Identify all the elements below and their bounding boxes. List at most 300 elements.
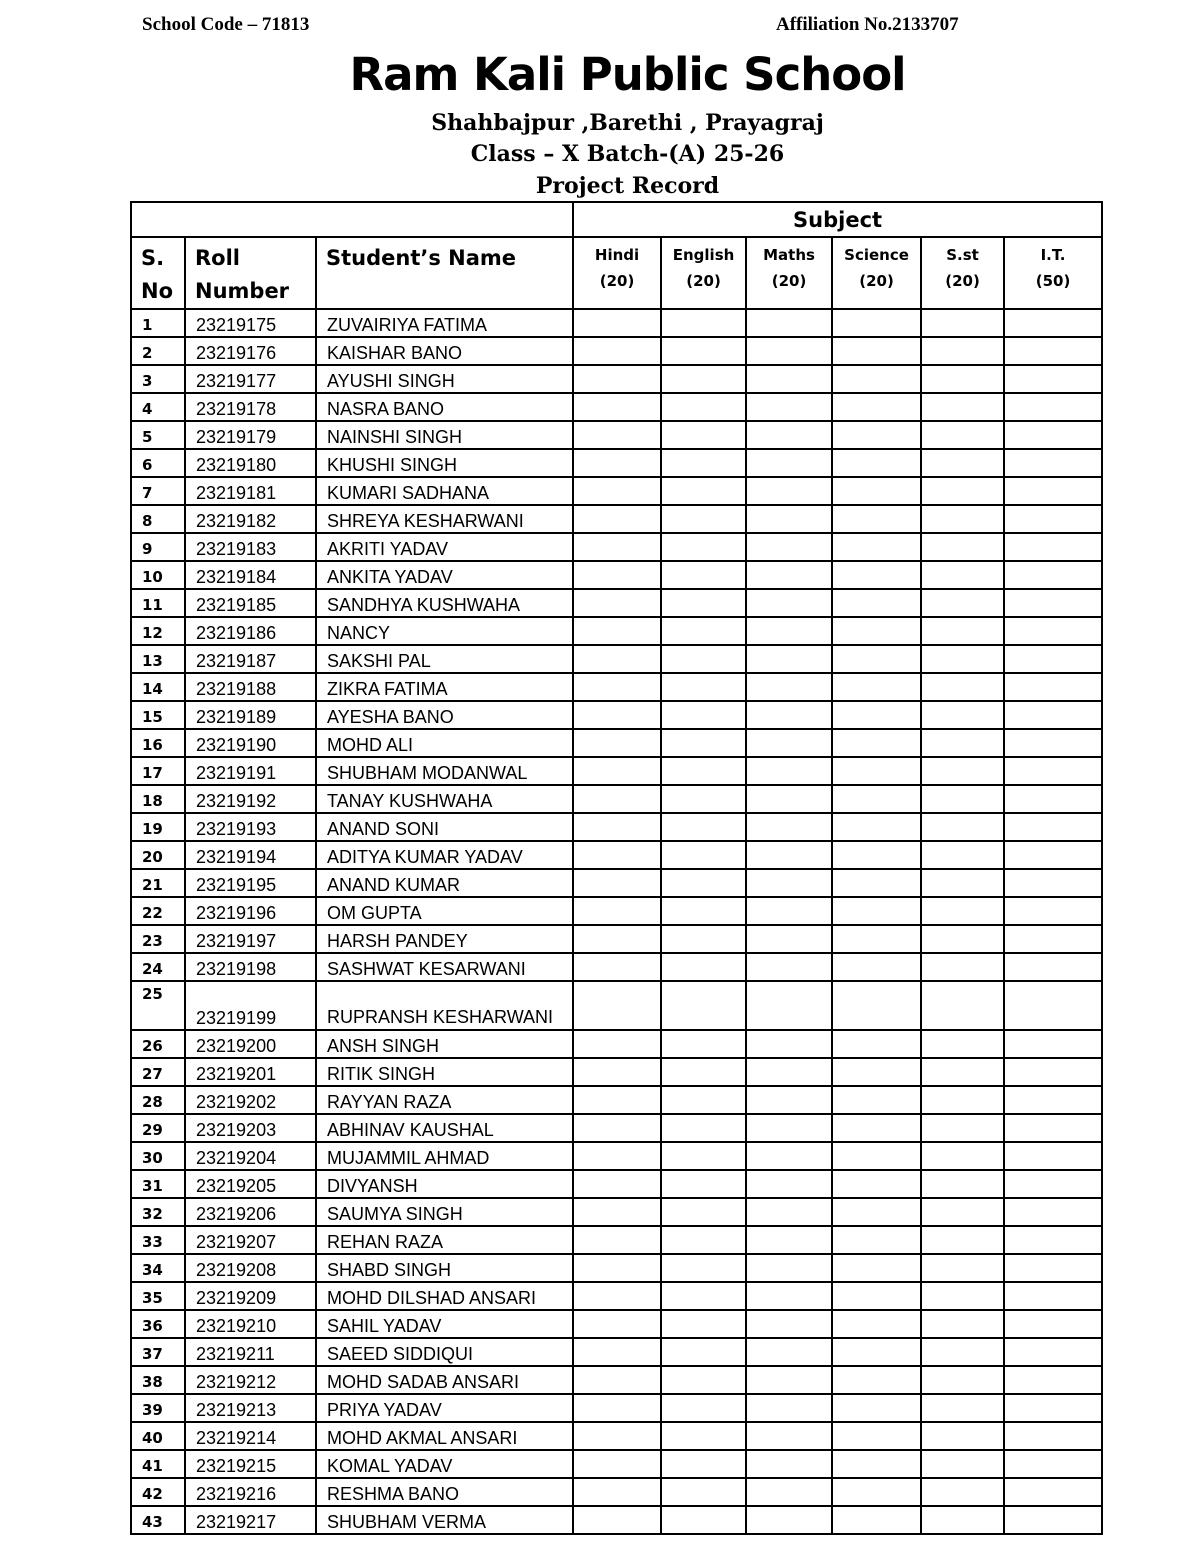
student-name-cell: KHUSHI SINGH (316, 449, 573, 477)
marks-cell (1004, 505, 1102, 533)
marks-cell (573, 449, 661, 477)
table-row (131, 1506, 1102, 1534)
marks-cell (921, 505, 1004, 533)
marks-cell (921, 589, 1004, 617)
marks-cell (921, 1142, 1004, 1170)
table-row (131, 673, 1102, 701)
marks-cell (746, 561, 832, 589)
marks-cell (573, 337, 661, 365)
marks-cell (661, 337, 746, 365)
student-name-cell: MOHD DILSHAD ANSARI (316, 1282, 573, 1310)
marks-cell (832, 617, 921, 645)
table-row (131, 1226, 1102, 1254)
marks-cell (1004, 561, 1102, 589)
marks-cell (661, 1450, 746, 1478)
roll-number-cell: 23219214 (185, 1422, 316, 1450)
marks-cell (661, 1086, 746, 1114)
serial-number-cell: 17 (131, 757, 185, 785)
subject-marks: (50) (1035, 272, 1071, 290)
student-name-cell: RITIK SINGH (316, 1058, 573, 1086)
marks-cell (921, 1338, 1004, 1366)
roll-number-cell: 23219175 (185, 309, 316, 337)
marks-cell (573, 477, 661, 505)
column-header-row (131, 237, 1102, 309)
marks-cell (746, 1058, 832, 1086)
marks-cell (573, 1058, 661, 1086)
marks-cell (661, 1310, 746, 1338)
student-name-cell: ZIKRA FATIMA (316, 673, 573, 701)
marks-cell (746, 393, 832, 421)
marks-cell (746, 337, 832, 365)
table-row (131, 897, 1102, 925)
serial-number-cell: 31 (131, 1170, 185, 1198)
marks-cell (573, 1422, 661, 1450)
marks-cell (573, 1142, 661, 1170)
student-name-cell: SHUBHAM MODANWAL (316, 757, 573, 785)
subject-marks: (20) (599, 272, 635, 290)
roll-number-cell: 23219211 (185, 1338, 316, 1366)
school-address: Shahbajpur ,Barethi , Prayagraj (431, 110, 824, 136)
marks-cell (832, 1338, 921, 1366)
marks-cell (746, 617, 832, 645)
table-row (131, 1422, 1102, 1450)
marks-cell (921, 1450, 1004, 1478)
roll-number-cell: 23219203 (185, 1114, 316, 1142)
marks-cell (661, 1030, 746, 1058)
marks-cell (746, 1254, 832, 1282)
marks-cell (921, 1114, 1004, 1142)
marks-cell (1004, 1142, 1102, 1170)
marks-cell (746, 953, 832, 981)
marks-cell (832, 645, 921, 673)
marks-cell (573, 981, 661, 1030)
class-batch: Class – X Batch-(A) 25-26 (470, 141, 785, 167)
marks-cell (661, 673, 746, 701)
student-name-cell: ADITYA KUMAR YADAV (316, 841, 573, 869)
marks-cell (746, 309, 832, 337)
marks-cell (1004, 785, 1102, 813)
table-row (131, 393, 1102, 421)
student-name-cell: KAISHAR BANO (316, 337, 573, 365)
marks-cell (573, 1366, 661, 1394)
marks-cell (746, 841, 832, 869)
roll-number-header: Roll Number (185, 237, 316, 309)
roll-number-cell: 23219178 (185, 393, 316, 421)
marks-cell (832, 449, 921, 477)
marks-cell (921, 1422, 1004, 1450)
marks-cell (661, 1226, 746, 1254)
marks-cell (661, 645, 746, 673)
serial-number-cell: 41 (131, 1450, 185, 1478)
roll-number-cell: 23219217 (185, 1506, 316, 1534)
serial-number-cell: 42 (131, 1478, 185, 1506)
table-row (131, 1394, 1102, 1422)
serial-number-cell: 16 (131, 729, 185, 757)
marks-cell (573, 1198, 661, 1226)
marks-cell (573, 1450, 661, 1478)
marks-cell (1004, 1478, 1102, 1506)
marks-cell (573, 309, 661, 337)
marks-cell (661, 785, 746, 813)
marks-cell (661, 925, 746, 953)
marks-cell (1004, 701, 1102, 729)
blank-header-cell (131, 202, 573, 237)
serial-number-cell: 27 (131, 1058, 185, 1086)
marks-cell (1004, 1310, 1102, 1338)
marks-cell (1004, 1198, 1102, 1226)
table-row (131, 701, 1102, 729)
marks-cell (661, 897, 746, 925)
marks-cell (832, 1366, 921, 1394)
marks-cell (921, 1058, 1004, 1086)
table-row (131, 533, 1102, 561)
table-row (131, 421, 1102, 449)
marks-cell (921, 421, 1004, 449)
marks-cell (661, 1114, 746, 1142)
subject-marks: (20) (771, 272, 807, 290)
marks-cell (661, 953, 746, 981)
marks-cell (661, 1394, 746, 1422)
marks-cell (1004, 897, 1102, 925)
serial-number-cell: 1 (131, 309, 185, 337)
marks-cell (661, 869, 746, 897)
affiliation-number: Affiliation No.2133707 (776, 14, 959, 35)
marks-cell (573, 869, 661, 897)
serial-number-cell: 33 (131, 1226, 185, 1254)
marks-cell (746, 925, 832, 953)
roll-number-cell: 23219201 (185, 1058, 316, 1086)
roll-number-cell: 23219189 (185, 701, 316, 729)
serial-number-cell: 40 (131, 1422, 185, 1450)
marks-cell (746, 701, 832, 729)
table-row (131, 1338, 1102, 1366)
marks-cell (1004, 869, 1102, 897)
marks-cell (1004, 617, 1102, 645)
marks-cell (832, 1170, 921, 1198)
record-title: Project Record (535, 173, 720, 199)
marks-cell (832, 421, 921, 449)
table-row (131, 505, 1102, 533)
marks-cell (573, 365, 661, 393)
marks-cell (661, 561, 746, 589)
marks-cell (921, 785, 1004, 813)
marks-cell (746, 673, 832, 701)
marks-cell (573, 393, 661, 421)
serial-number-cell: 6 (131, 449, 185, 477)
student-name-cell: SANDHYA KUSHWAHA (316, 589, 573, 617)
student-name-cell: SHREYA KESHARWANI (316, 505, 573, 533)
marks-cell (1004, 1506, 1102, 1534)
table-row (131, 1450, 1102, 1478)
roll-number-cell: 23219215 (185, 1450, 316, 1478)
marks-cell (921, 1198, 1004, 1226)
marks-cell (1004, 1254, 1102, 1282)
marks-cell (832, 337, 921, 365)
student-name-cell: NASRA BANO (316, 393, 573, 421)
roll-number-cell: 23219209 (185, 1282, 316, 1310)
marks-cell (661, 533, 746, 561)
roll-number-cell: 23219186 (185, 617, 316, 645)
marks-cell (921, 645, 1004, 673)
marks-cell (921, 869, 1004, 897)
marks-cell (746, 1198, 832, 1226)
serial-number-cell: 32 (131, 1198, 185, 1226)
marks-cell (573, 1170, 661, 1198)
roll-number-cell: 23219210 (185, 1310, 316, 1338)
serial-number-cell: 39 (131, 1394, 185, 1422)
student-name-cell: MOHD SADAB ANSARI (316, 1366, 573, 1394)
roll-number-cell: 23219192 (185, 785, 316, 813)
marks-cell (832, 757, 921, 785)
student-name-cell: ANAND KUMAR (316, 869, 573, 897)
subject-header-sst (921, 237, 1004, 309)
roll-number-cell: 23219204 (185, 1142, 316, 1170)
marks-cell (746, 729, 832, 757)
marks-cell (921, 1478, 1004, 1506)
marks-cell (921, 1310, 1004, 1338)
table-row (131, 645, 1102, 673)
roll-number-cell: 23219191 (185, 757, 316, 785)
student-name-cell: MOHD ALI (316, 729, 573, 757)
student-name-header: Student’s Name (316, 237, 573, 309)
student-name-cell: TANAY KUSHWAHA (316, 785, 573, 813)
serial-number-cell: 22 (131, 897, 185, 925)
marks-cell (661, 841, 746, 869)
subject-header-english (661, 237, 746, 309)
marks-cell (573, 1030, 661, 1058)
marks-cell (746, 757, 832, 785)
marks-cell (746, 981, 832, 1030)
subject-title: Subject (573, 202, 1102, 237)
roll-number-cell: 23219183 (185, 533, 316, 561)
serial-number-cell: 20 (131, 841, 185, 869)
roll-number-cell: 23219197 (185, 925, 316, 953)
student-name-cell: SHUBHAM VERMA (316, 1506, 573, 1534)
marks-cell (573, 953, 661, 981)
roll-number-cell: 23219185 (185, 589, 316, 617)
marks-cell (832, 1450, 921, 1478)
marks-cell (1004, 1030, 1102, 1058)
roll-number-cell: 23219187 (185, 645, 316, 673)
marks-cell (661, 477, 746, 505)
marks-cell (573, 1282, 661, 1310)
marks-cell (746, 1310, 832, 1338)
marks-cell (573, 925, 661, 953)
student-name-cell: DIVYANSH (316, 1170, 573, 1198)
marks-cell (921, 757, 1004, 785)
student-name-cell: KOMAL YADAV (316, 1450, 573, 1478)
marks-cell (921, 1506, 1004, 1534)
table-row (131, 589, 1102, 617)
serial-number-cell: 13 (131, 645, 185, 673)
serial-number-cell: 21 (131, 869, 185, 897)
student-name-cell: SASHWAT KESARWANI (316, 953, 573, 981)
marks-cell (1004, 533, 1102, 561)
marks-cell (661, 1282, 746, 1310)
marks-cell (746, 1478, 832, 1506)
marks-cell (661, 1198, 746, 1226)
marks-cell (921, 533, 1004, 561)
serial-number-cell: 18 (131, 785, 185, 813)
roll-number-cell: 23219207 (185, 1226, 316, 1254)
marks-cell (832, 1422, 921, 1450)
serial-number-cell: 9 (131, 533, 185, 561)
table-row (131, 449, 1102, 477)
table-row (131, 981, 1102, 1030)
marks-cell (573, 1478, 661, 1506)
marks-cell (746, 897, 832, 925)
marks-cell (921, 1170, 1004, 1198)
table-row (131, 617, 1102, 645)
roll-number-cell: 23219206 (185, 1198, 316, 1226)
marks-cell (573, 1086, 661, 1114)
marks-cell (573, 1114, 661, 1142)
student-name-cell: ANKITA YADAV (316, 561, 573, 589)
serial-number-cell: 2 (131, 337, 185, 365)
marks-cell (832, 1478, 921, 1506)
marks-cell (1004, 1114, 1102, 1142)
marks-cell (661, 421, 746, 449)
serial-number-cell: 23 (131, 925, 185, 953)
serial-number-cell: 43 (131, 1506, 185, 1534)
marks-cell (921, 981, 1004, 1030)
student-name-cell: HARSH PANDEY (316, 925, 573, 953)
marks-cell (1004, 589, 1102, 617)
student-name-cell: ZUVAIRIYA FATIMA (316, 309, 573, 337)
student-name-cell: AKRITI YADAV (316, 533, 573, 561)
marks-cell (832, 561, 921, 589)
serial-number-cell: 25 (131, 981, 185, 1030)
roll-number-cell: 23219202 (185, 1086, 316, 1114)
marks-cell (1004, 1422, 1102, 1450)
marks-cell (1004, 1170, 1102, 1198)
roll-number-cell: 23219196 (185, 897, 316, 925)
marks-cell (573, 1506, 661, 1534)
marks-cell (661, 1338, 746, 1366)
student-name-cell: ABHINAV KAUSHAL (316, 1114, 573, 1142)
roll-number-cell: 23219193 (185, 813, 316, 841)
marks-cell (573, 841, 661, 869)
student-name-cell: ANSH SINGH (316, 1030, 573, 1058)
roll-number-cell: 23219190 (185, 729, 316, 757)
serial-number-cell: 29 (131, 1114, 185, 1142)
serial-number-cell: 4 (131, 393, 185, 421)
student-name-cell: AYUSHI SINGH (316, 365, 573, 393)
table-row (131, 365, 1102, 393)
marks-cell (832, 785, 921, 813)
marks-cell (661, 1254, 746, 1282)
marks-cell (832, 393, 921, 421)
table-row (131, 1254, 1102, 1282)
marks-cell (1004, 1338, 1102, 1366)
marks-cell (661, 813, 746, 841)
table-row (131, 1310, 1102, 1338)
subject-marks: (20) (686, 272, 721, 290)
student-name-cell: SAEED SIDDIQUI (316, 1338, 573, 1366)
marks-cell (832, 841, 921, 869)
marks-cell (832, 1086, 921, 1114)
marks-cell (1004, 1450, 1102, 1478)
marks-cell (832, 729, 921, 757)
marks-cell (921, 561, 1004, 589)
marks-cell (832, 533, 921, 561)
marks-cell (1004, 421, 1102, 449)
student-name-cell: SAUMYA SINGH (316, 1198, 573, 1226)
roll-number-cell: 23219184 (185, 561, 316, 589)
marks-cell (921, 309, 1004, 337)
marks-cell (661, 701, 746, 729)
school-code: School Code – 71813 (142, 14, 310, 35)
marks-cell (832, 813, 921, 841)
marks-cell (746, 1142, 832, 1170)
marks-cell (832, 1226, 921, 1254)
marks-cell (921, 365, 1004, 393)
marks-cell (832, 477, 921, 505)
serial-number-cell: 26 (131, 1030, 185, 1058)
subject-name: English (672, 246, 735, 264)
marks-cell (921, 1282, 1004, 1310)
marks-cell (921, 1254, 1004, 1282)
marks-cell (573, 1394, 661, 1422)
marks-cell (746, 1338, 832, 1366)
marks-cell (746, 421, 832, 449)
table-row (131, 561, 1102, 589)
student-name-cell: RUPRANSH KESHARWANI (316, 981, 573, 1030)
marks-cell (1004, 925, 1102, 953)
marks-cell (573, 729, 661, 757)
marks-cell (746, 1030, 832, 1058)
marks-cell (573, 561, 661, 589)
marks-cell (661, 365, 746, 393)
table-row (131, 925, 1102, 953)
table-row (131, 337, 1102, 365)
marks-cell (1004, 1058, 1102, 1086)
subject-header-it (1004, 237, 1102, 309)
serial-number-cell: 14 (131, 673, 185, 701)
marks-cell (921, 1394, 1004, 1422)
marks-cell (573, 1310, 661, 1338)
table-row (131, 1030, 1102, 1058)
marks-cell (746, 1170, 832, 1198)
student-name-cell: MOHD AKMAL ANSARI (316, 1422, 573, 1450)
roll-number-cell: 23219176 (185, 337, 316, 365)
roll-number-cell: 23219177 (185, 365, 316, 393)
roll-number-cell: 23219179 (185, 421, 316, 449)
marks-cell (661, 589, 746, 617)
table-row (131, 1282, 1102, 1310)
serial-number-cell: 10 (131, 561, 185, 589)
serial-number-cell: 24 (131, 953, 185, 981)
marks-cell (921, 841, 1004, 869)
marks-cell (921, 1366, 1004, 1394)
roll-number-cell: 23219198 (185, 953, 316, 981)
table-row (131, 757, 1102, 785)
marks-cell (573, 813, 661, 841)
marks-cell (573, 897, 661, 925)
marks-cell (832, 925, 921, 953)
marks-cell (832, 589, 921, 617)
roll-number-cell: 23219212 (185, 1366, 316, 1394)
subject-header-hindi (573, 237, 661, 309)
marks-cell (661, 449, 746, 477)
marks-cell (661, 393, 746, 421)
marks-cell (573, 1226, 661, 1254)
marks-cell (832, 953, 921, 981)
student-name-cell: MUJAMMIL AHMAD (316, 1142, 573, 1170)
subject-header-maths (746, 237, 832, 309)
marks-cell (832, 1030, 921, 1058)
marks-cell (1004, 981, 1102, 1030)
